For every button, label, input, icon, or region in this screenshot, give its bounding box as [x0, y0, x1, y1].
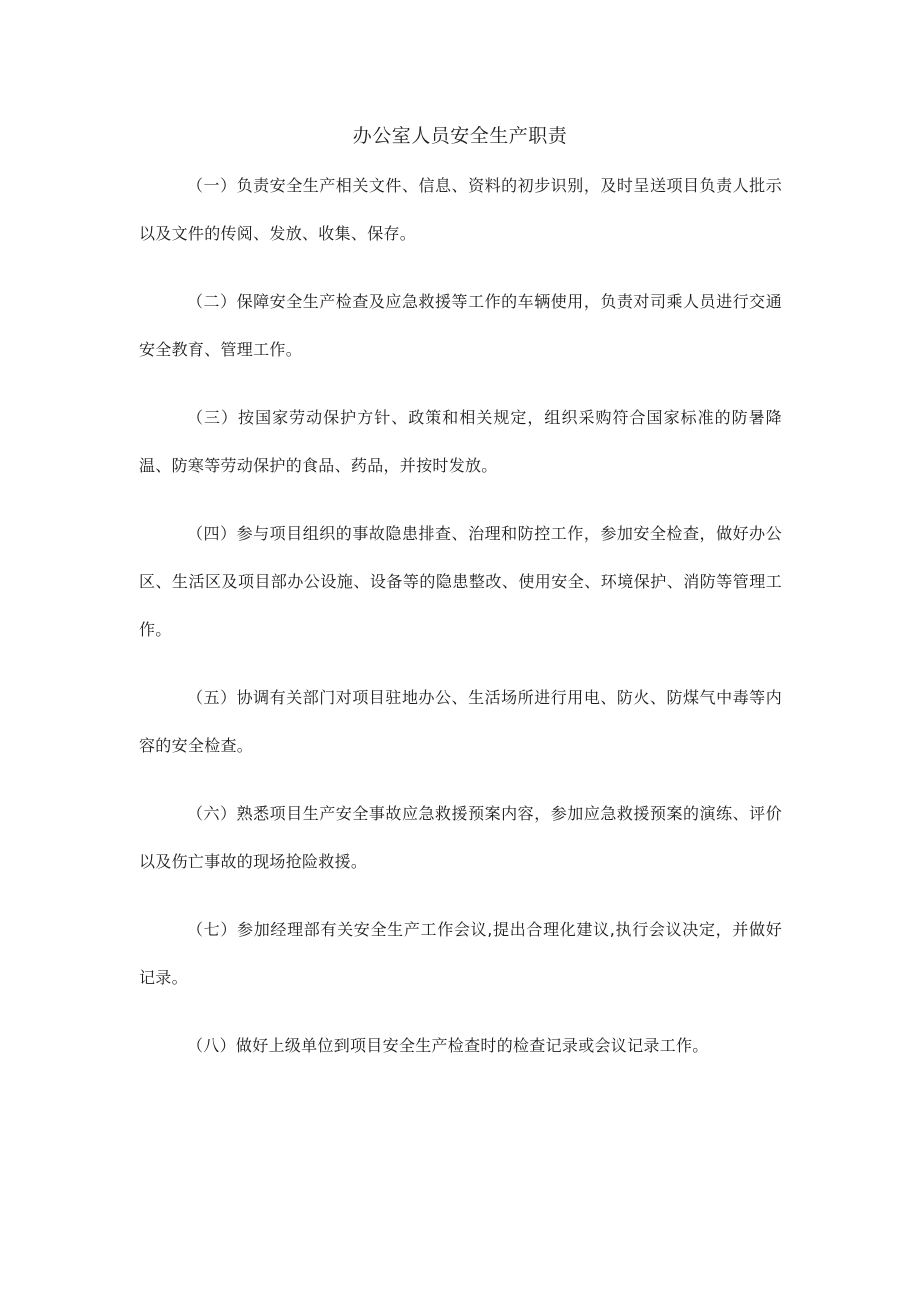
- clause-4: （四）参与项目组织的事故隐患排查、治理和防控工作，参加安全检查，做好办公区、生活区及项目部办公设施、设备等的隐患整改、使用安全、环境保护、消防等管理工作。: [139, 524, 782, 639]
- page-title: 办公室人员安全生产职责: [352, 125, 568, 147]
- clause-5: （五）协调有关部门对项目驻地办公、生活场所进行用电、防火、防煤气中毒等内容的安全检查。: [139, 688, 782, 755]
- clause-2: （二）保障安全生产检查及应急救援等工作的车辆使用，负责对司乘人员进行交通安全教育、管理工作。: [139, 292, 782, 359]
- clause-8: （八）做好上级单位到项目安全生产检查时的检查记录或会议记录工作。: [187, 1036, 709, 1055]
- clause-6: （六）熟悉项目生产安全事故应急救援预案内容，参加应急救援预案的演练、评价以及伤亡事故的现场抢险救援。: [139, 804, 782, 871]
- clause-3: （三）按国家劳动保护方针、政策和相关规定，组织采购符合国家标准的防暑降温、防寒等劳动保护的食品、药品，并按时发放。: [139, 408, 782, 475]
- clause-7: （七）参加经理部有关安全生产工作会议,提出合理化建议,执行会议决定，并做好记录。: [139, 920, 782, 987]
- document-body: [139, 162, 782, 1090]
- clause-1: （一）负责安全生产相关文件、信息、资料的初步识别，及时呈送项目负责人批示以及文件的传阅、发放、收集、保存。: [139, 176, 782, 243]
